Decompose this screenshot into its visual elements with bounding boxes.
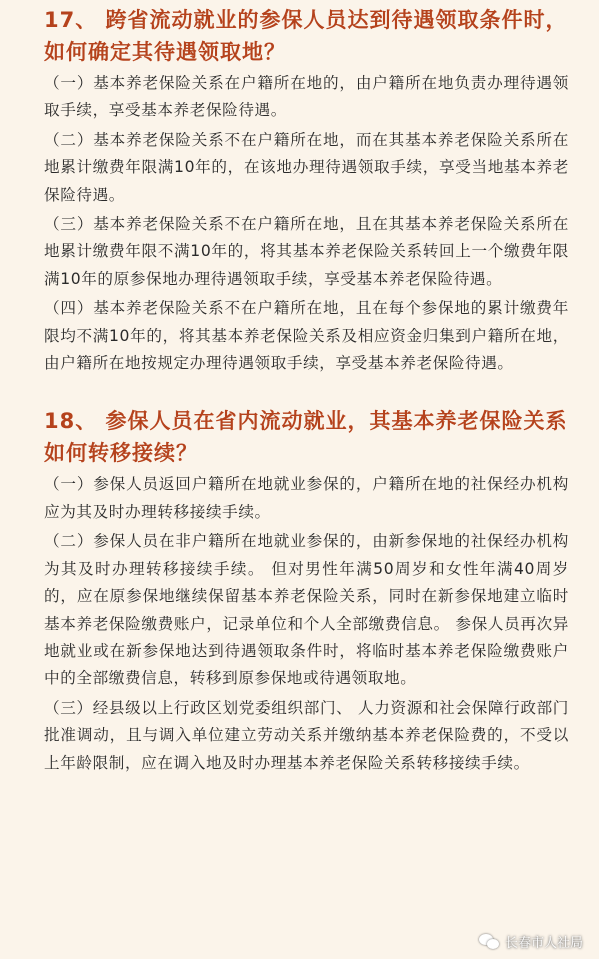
question-17-answer-4: （四）基本养老保险关系不在户籍所在地，且在每个参保地的累计缴费年限均不满10年的，将其基本养老保险关系及相应资金归集到户籍所在地，由户籍所在地按规定办理待遇领取手续，享受基本养老保险待遇。 <box>44 299 569 373</box>
question-17-answer-2: （二）基本养老保险关系不在户籍所在地，而在其基本养老保险关系所在地累计缴费年限满10年的，在该地办理待遇领取手续，享受当地基本养老保险待遇。 <box>44 130 569 204</box>
question-18-answer-3: （三）经县级以上行政区划党委组织部门、 人力资源和社会保障行政部门批准调动，且与调入单位建立劳动关系并缴纳基本养老保险费的，不受以上年龄限制，应在调入地及时办理基本养老保险关系转移接续手续。 <box>44 698 569 772</box>
question-18-answer-2: （二）参保人员在非户籍所在地就业参保的，由新参保地的社保经办机构为其及时办理转移接续手续。 但对男性年满50周岁和女性年满40周岁的，应在原参保地继续保留基本养老保险关系，同时在新参保地建立临时基本养老保险缴费账户，记录单位和个人全部缴费信息。 参保人员再次异地就业或在新参保地达到待遇领取条件时，将临时基本养老保险缴费账户中的全部缴费信息，转移到原参保地或待遇领取地。 <box>44 532 569 688</box>
question-17-title: 17、 跨省流动就业的参保人员达到待遇领取条件时，如何确定其待遇领取地？ <box>44 8 568 64</box>
question-18-title: 18、 参保人员在省内流动就业，其基本养老保险关系如何转移接续？ <box>44 409 568 466</box>
question-17-answer-3: （三）基本养老保险关系不在户籍所在地，且在其基本养老保险关系所在地累计缴费年限不满10年的，将其基本养老保险关系转回上一个缴费年限满10年的原参保地办理待遇领取手续，享受基本养老保险待遇。 <box>44 215 569 288</box>
watermark <box>479 932 583 951</box>
wechat-icon <box>479 934 499 950</box>
watermark-text: 长春市人社局 <box>504 936 583 951</box>
question-17-answer-1: （一）基本养老保险关系在户籍所在地的，由户籍所在地负责办理待遇领取手续，享受基本养老保险待遇。 <box>44 74 569 120</box>
question-18-answer-1: （一）参保人员返回户籍所在地就业参保的，户籍所在地的社保经办机构应为其及时办理转移接续手续。 <box>44 475 569 521</box>
